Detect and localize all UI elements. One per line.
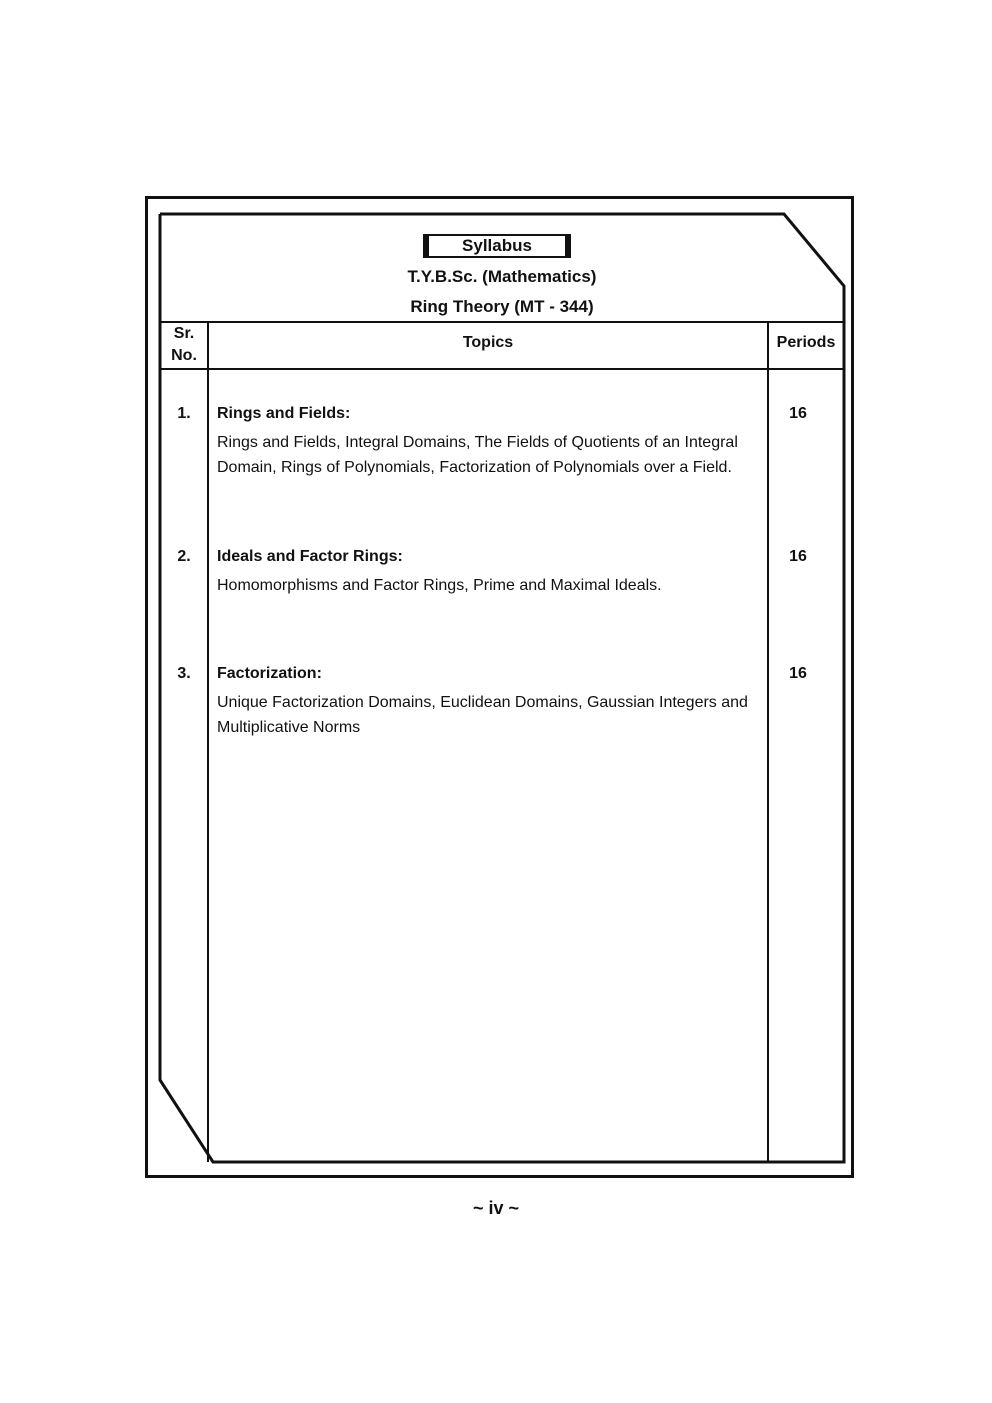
row-1-topic-description: Rings and Fields, Integral Domains, The Fields of Quotients of an Integral Domain, Rings of Polynomials, Factorization of Polynomials over a Field.	[217, 434, 738, 476]
row-1-sr-no: 1.	[177, 405, 191, 422]
row-3-sr-no: 3.	[177, 665, 191, 682]
row-2-topic-description: Homomorphisms and Factor Rings, Prime and Maximal Ideals.	[217, 577, 662, 594]
row-3-periods: 16	[789, 665, 807, 682]
row-1-periods: 16	[789, 405, 807, 422]
topics-header: Topics	[462, 334, 514, 351]
sr-no-header	[160, 325, 208, 365]
row-2-periods: 16	[789, 548, 807, 565]
row-3-topic-title: Factorization:	[217, 665, 322, 682]
sr-no-header-line2: No.	[171, 347, 197, 364]
row-2-sr-no: 2.	[177, 548, 191, 565]
row-3-topic-description: Unique Factorization Domains, Euclidean Domains, Gaussian Integers and Multiplicative Norms	[217, 694, 748, 736]
page-number: ~ iv ~	[472, 1198, 520, 1218]
course-title: T.Y.B.Sc. (Mathematics)	[407, 267, 597, 286]
syllabus-badge: Syllabus	[423, 234, 571, 258]
periods-header: Periods	[776, 334, 836, 351]
sr-no-header-line1: Sr.	[173, 325, 195, 342]
paper-title: Ring Theory (MT - 344)	[410, 297, 594, 316]
row-2-topic-title: Ideals and Factor Rings:	[217, 548, 403, 565]
row-1-topic-title: Rings and Fields:	[217, 405, 351, 422]
